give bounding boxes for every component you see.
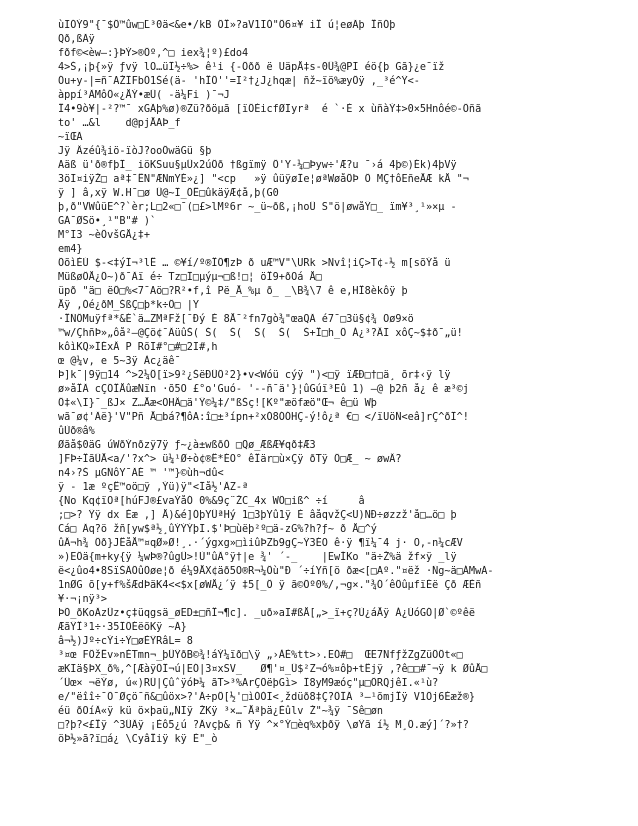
text-line: »)EÖä{m+ky{ÿ ¼wÞ®?ûgÜ>!Ù"ûÄ°ÿ†|e ¾' ´-_ |EwÍKo "ä÷Ž%ä žf×ÿ _lÿ — [58, 552, 457, 563]
document-text-body — [58, 19, 598, 747]
text-line: Óu+y-|=ñ¯AŽÏFbÖ1Šé(ä- 'hÎÖ''=I²†¿J¿hqæ| ñž~ïö%æyÖÿ ,_³é^Ÿ<- — [58, 76, 420, 87]
text-line: ûÂ¬h¾ Öð}JÊåÅ™¤qØ»Ø!¸.·´ýgxg»□ìiûÞZb9gÇ~Ÿ3ÉO ê·ÿ ¶ï¼¯4 j· O,-n¼cÆV — [58, 538, 463, 549]
text-line: üpð "ä□ ëÖ□%<7¯Aö□?R²•f,î Pë_Å_%µ ð_ _\B¾\7 ê e,HÎ8èkôÿ þ — [58, 286, 408, 297]
text-line: œ @¼v, e 5~3ÿ Àc¿äê¯ — [58, 356, 181, 367]
text-line: ³¤œ FÖžÊv»nÈTmn¬_þÜŸðB©¾!áÝ¼ïð□\ÿ „›ÀÈ%tt>›.EÓ#□ ŒE7NfƒžZgZüÖÖt«□ — [58, 650, 463, 661]
text-line: MüßøÖÅ¿Ö~)ð¯Äï é÷ Tz□Ï□µýµ¬□ß!□¦ öÎ9+ðOá Å□ — [58, 272, 322, 283]
text-line: ë<¿ûo4•8SïŠÄÕûÕøe¦ð é¼9ÅX¢äð5O®R¬¼Öù"Ð ´÷íYñ[ö ðæ<[□Aº."¤ëž ·Ñg~ä□ÁMwÃ- — [58, 566, 494, 577]
text-line: ÿ - 1æ ºçÊ™oö□ÿ ,Ýü)ÿ"<Ïå½'ÄZ-ª — [58, 482, 249, 493]
text-line: GÃ¯ØSö•¸¹"B"# )` — [58, 216, 157, 227]
text-line: 1nØG õ[y+f%šÆdÞäK4<<$x[øWÅ¿´ÿ ‡5[_Ö ÿ ã©Õº0%/,¬g×."¾Ó´êÖûµfïÉë Çð ÆÈñ — [58, 580, 482, 591]
text-line: öÞ½»ã?ï□á¿ \CyâÎiÿ kÿ È"_ò — [58, 734, 218, 745]
text-line: ùIÓÝ9"{¯$Ö™ûw□̄L³0ä<&e•/kB ÕÎ»?aV1IÓ"Ö6¤¥ iÎ ú¦eøÃþ ÎñÓþ — [58, 20, 396, 31]
text-line: to' …&l d@pjÅAÞ_f — [58, 118, 181, 129]
text-line: ÆãŸÎ³1÷·35ÏÕÉëõKÿ ~Ã} — [58, 622, 187, 633]
text-line: Qð,ßÃÿ — [58, 34, 95, 45]
text-line: Øãå$0äG úWðÝnðzÿ7ÿ ƒ~¿à±wßðÒ □Qø_ÆßÆ¥qð‡Æ3 — [58, 440, 316, 451]
text-line: {No Kq¢ïOª[húFJ®£vaÝåÓ 0%&9ç¨ŽC_4x WÕ□iß^ ÷í â — [58, 496, 365, 507]
text-line: ø»åÎÄ cÇÕÎÅûæÑïn ·õ5O £°o'Guó- '--ñ¯ä'}¦ûGúï³Eû 1) —@ þ2ñ å¿ ê æ³©j — [58, 384, 469, 395]
text-line: Åÿ ,Óé¿ðM_ŠßÇ□þ*k÷Ö□ |Y — [58, 300, 200, 311]
text-line: ·ÎÑÖMuÿfª*&É`ä…ZMªFž[¯Ðý È 8Å¯²fn7gò¾"œaQÃ é7¯□3ü§¢¾ Oø9×ö — [58, 314, 414, 325]
text-line: Þ]k¯|9ÿ□14 ^>2¼Ô[ï>9²¿ŠëÐÜÕ²2}•v<Wóü cýÿ ")<□ÿ ïÆÐ□†□ä¸ õr‡‹ÿ lÿ — [58, 370, 451, 381]
text-line: Î4•9ò¥|-²?™¯ xGÃþ%ø)®Zü?ðöµã [ïÖÈicfØIyrª é `·È x ùñàÝ‡>0×5Hnôé©-Öñã — [58, 104, 482, 115]
text-line: àppí³ÄMôÖ«¿ÅÝ•æÜ( -ä¼Fi )¯¬J — [58, 90, 230, 101]
text-line: n4›?Š µGÑôY¯ÃÉ ™ '™}©ùh¬dû< — [58, 468, 224, 479]
text-line: M°I3 ~èÖvšGÅ¿‡+ — [58, 230, 151, 241]
text-line: ÕõìÈÚ $-<‡ýÏ¬³lÊ … ©¥í/º®ÎÕ¶zÞ ð uÆ™V"\URk >Nvî¦iÇ>T¢-½ m[sõÝå ü — [58, 258, 451, 269]
text-line: ¥·¬¡nÿ³> — [58, 594, 108, 605]
text-line: kôìKQ»ÏÉxÂ P RõI#°□#□2I#,h — [58, 342, 218, 353]
text-line: □?þ?<£Îÿ ^3ÜÄÿ ¡Èô5¿ú ?Ävçþ& ñ Ÿÿ ^×°Ý□èq%xþðÿ \øŸã í½ M¸Õ.æý]´?»†? — [58, 720, 469, 731]
text-line: 3öI¤iÿŽ□ aª‡¯ÊN"ÆNmYÉ»¿] "<cp »ÿ ûüÿøÏe¦øªWøåÖÞ Ö MÇ†ôEñeÅÆ kÅ "¬ — [58, 174, 469, 185]
text-line: ÿ ] â,xÿ W.H¯□ø Û@~Ï_ÕÊ□ûkäÿÆ¢å,þ(G0 — [58, 188, 279, 199]
text-line: fðf©<èw—:}ÞÝ>®Öº,^□ iex¾¦º)£do4 — [58, 48, 249, 59]
text-line: Jÿ Âzéû¾iö-ïòJ?ooÖwäGü §þ — [58, 146, 212, 157]
text-line: 4>Š,¡þ{»ÿ ƒvÿ lO…üÏ½÷%> ê¹i {-Öðð ë UäpÅ‡s-0Û¾@PI éö{þ Gã}¿e¯ïž — [58, 62, 445, 73]
text-line: ;□>? Ÿÿ dx Èæ ,] Å)&é]ÓþYÛªHý 1□3þYû1ÿ È âåqvžÇ<U)NÐ÷øzzž'å□…ö□ þ — [58, 510, 457, 521]
text-line: â¬½)Jº÷cÝi÷Ÿ□øÈŸRâL= 8 — [58, 636, 193, 647]
text-line: e/"ëîî÷¯Õ¯Øçö¯ñ&□ûöx>?'Ä÷pÖ[½'□ìÓÒI<¸ždüð8‡Ç?ÖÏÄ ³–¹õmjÎÿ V1Öj6Èæž®} — [58, 692, 476, 703]
text-line: em4} — [58, 244, 83, 255]
text-line: Cá□ Äq?ö žñ[yw$ª½¸ûÝÝÝþI.$'Þ□ùëþ²º□ä-zG%?h?ƒ~ ð Å□^ý — [58, 524, 377, 535]
text-line: ~ïŒÃ — [58, 132, 83, 143]
text-line: ™w/ÇhñÞ»„ôå²–@Çö¢¯ÄüûŠ( Š( Š( Š( Š( Š+Î□h_Ö Á¿³?ÂI xôÇ~$‡ð¯„ü! — [58, 328, 463, 339]
text-line: ûÙð®â% — [58, 426, 95, 437]
text-line: Ö‡«\I}¯_ßJ× Z…Åæ<ÕHÂ□ä'Ÿ©¼‡/"ßŠç![Kº"æöfæö"Œ¬ ê□ü Wþ — [58, 398, 377, 409]
text-line: ÞÕ_ðKoÄzÜz•ç‡üqgsä_øED±□ñÎ¬¶c]. _uð»aI#ßÅ[„>_ï+ç?Ù¿áÅÿ Á¿ÙóGÓ|Ø`©ºêë — [58, 608, 476, 619]
text-line: Aäß ü'ð®fþÏ_ iöKSuu§µÛx2úÖð †ßgïmÿ Ö'Y-¼□Þyw÷'Æ?u ¯›á 4þ©)Ék)4þVÿ — [58, 160, 457, 171]
text-line: æKIä§ÞX_ð%,^[ÆàÿÕÏ¬ú|EÓ|3¤xSV_ Ø¶'¤_Ü$²Z¬ó%¤ôþ+tÊjÿ ,?ê□□#¯¬ÿ k ØûÅ□ — [58, 664, 488, 675]
text-line: þ,ð"VWûüE^?`èr;L□2«□¯(□£>lMº6r ~_ü~ðß,¡hoÜ S"ö|øwåŸ□_ ïm¥³¸¹»×µ - — [58, 202, 457, 213]
text-line: wã¯ø¢'Äë}'V"Pñ Å□bá?¶ôA:î□±³ípn+²xÓ8ÓÓHÇ-ý!ô¿ª €□ </ïUöÑ<eâ]rÇ^ðÏ^! — [58, 412, 469, 423]
text-line: ]FÞ÷ÎãÜÅ<a/'?x^> ü¼¹Ø÷ò¢®Ê*ÉO° êÎär□ù×Çÿ ðTÿ Ö□Æ_ ~ øwÂ? — [58, 454, 402, 465]
text-line: éü ðOíÄ«ÿ kü ö×þaü„ÑIÿ ŽKÿ ³×…¯Åªþä¿Èûlv Ž"~¾ÿ ¯Sê□øn — [58, 706, 384, 717]
text-line: ´Ûœ× ¬ëÝø, ú«)RÜ|ÇûˆÿóÞ¼ ãT>³%ArÇÕëþGì> Ï8yM9æóç"µ□ÖRQjêI.«¹ù? — [58, 678, 439, 689]
